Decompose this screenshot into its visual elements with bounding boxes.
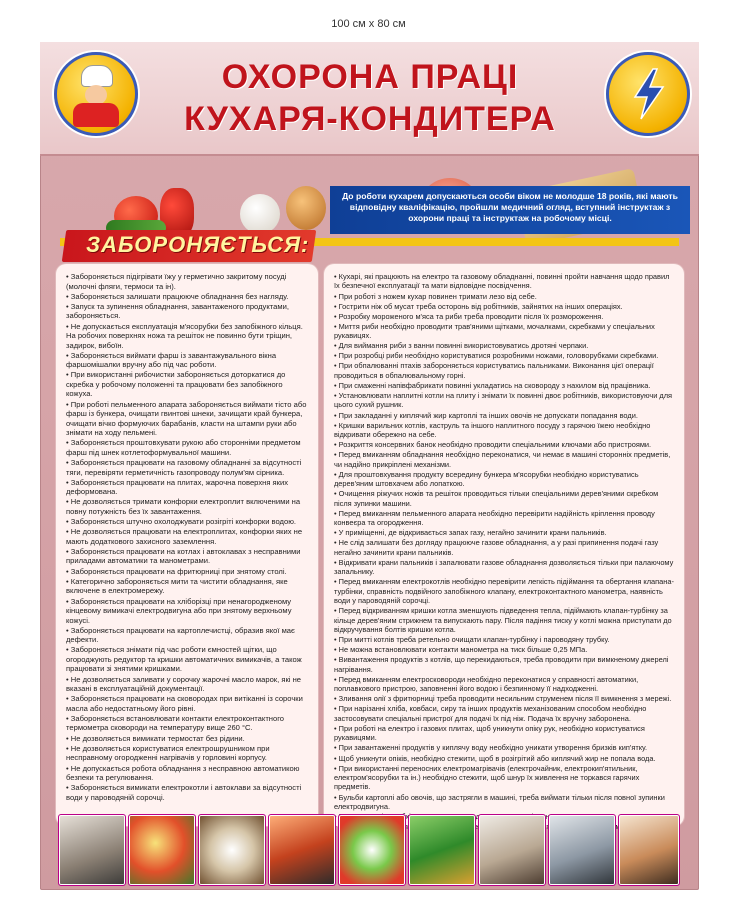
prohibition-item: • Забороняється вимикати електрокотли і автоклави за відсутності води у пароводяній сорочці. xyxy=(66,783,302,802)
safety-rule-item: • Перед відкриванням кришки котла зменшують підведення тепла, підіймають клапан-турбінку за кільце дерев'яним стрижнем та випускають пару. Після падіння тиску у котлі можна приступати до відкручування болтів кришки котла. xyxy=(334,606,672,635)
prohibition-item: • Не дозволяється користуватися електрошрушником при несправному огородженні нагрівачів у горловині корпусу. xyxy=(66,743,270,763)
prohibitions-column xyxy=(56,264,318,826)
dish-photo xyxy=(198,814,266,886)
safety-rule-item: • Установлювати наплитні котли на плиту і знімати їх повинні двоє робітників, використовуючи для цього сухий рушник. xyxy=(334,391,673,410)
safety-rule-item: • Відкривати крани пальників і запалювати газове обладнання дозволяється тільки при палаючому запальнику. xyxy=(334,557,674,577)
cooking-photo xyxy=(618,814,680,886)
prohibition-item: • Забороняється працювати на котлах і автоклавах з несправними приладами автоматики та манометрами. xyxy=(66,546,301,566)
prohibition-item: • Забороняється працювати на плитах, жарочна поверхня яких деформована. xyxy=(66,477,289,497)
safety-rule-item: • При роботі на електро і газових плитах, щоб уникнути опіку рук, необхідно користуватися рукавицями. xyxy=(334,723,645,743)
safety-rule-item: • Перед вмиканням пельменного апарата необхідно перевірити надійність кріплення проводу конвеєра та огородження. xyxy=(334,508,655,528)
banner-heading: ЗАБОРОНЯЄТЬСЯ: xyxy=(86,232,310,257)
safety-rule-item: • Розкриття консервних банок необхідно проводити спеціальними ключами або пристроями. xyxy=(334,440,652,450)
size-label: 100 см х 80 см xyxy=(331,18,406,30)
safety-rule-item: • Вивантаження продуктів з котлів, що перекидаються, треба проводити при вимкненому джерелі нагрівання. xyxy=(334,655,669,674)
safety-rule-item: • Перед вмиканням електрокотлів необхідно перевірити легкість підіймання та обертання клапана-турбінки, справність подвійного запобіжного клапану, електроконтактного манометра, наявність води у пароводяній сорочці. xyxy=(334,577,674,606)
safety-rule-item: • При смаженні напівфабрикати повинні укладатись на сковороду з нахилом від працівника. xyxy=(334,380,651,390)
lightning-bolt-icon xyxy=(627,67,669,121)
greens-photo xyxy=(408,814,476,886)
prohibition-item: • Забороняється підігрівати їжу у герметично закритому посуді (молочні фляги, термоси та ін). xyxy=(66,272,287,291)
chef-emblem-icon xyxy=(54,52,138,136)
cook-photo xyxy=(478,814,546,886)
photo-strip xyxy=(58,814,680,884)
safety-rule-item: • Кришки варильних котлів, каструль та іншого наплитного посуду з гарячою їжею необхідно відкривати обережно на себе. xyxy=(334,420,651,440)
safety-rule-item: • Кухарі, які працюють на електро та газовому обладнанні, повинні пройти навчання щодо правил їх безпечної експлуатації та мати відповідне посвідчення. xyxy=(334,272,670,291)
safety-rule-item: • Для проштовхування продукту всередину бункера м'ясорубки необхідно користуватись дерев'яним штовхачем або лопаткою. xyxy=(334,469,639,489)
safety-rule-item: • Не можна встановлювати контакти манометра на тиск більше 0,25 МПа. xyxy=(334,645,588,655)
safety-rule-item: • Очищення ріжучих ножів та решіток проводиться тільки спеціальними дерев'яними скребком після зупинки машини. xyxy=(334,489,659,508)
grill-photo xyxy=(268,814,336,886)
safety-rule-item: • Перед вмиканням електросковороди необхідно переконатися у справності автоматики, поплавкового пристрою, заповненні його водою і безпинному її надходженні. xyxy=(334,674,639,694)
safety-rule-item: • Щоб уникнути опіків, необхідно стежити, щоб в розігрітий або киплячий жир не попала вода. xyxy=(334,753,656,763)
chefs-photo xyxy=(58,814,126,886)
prohibition-item: • Забороняється працювати на картоплечистці, образив якої має дефекти. xyxy=(66,625,295,645)
prohibition-item: • Не дозволяється працювати на електроплитах, конфорки яких не мають додаткового захисного заземлення. xyxy=(66,527,303,546)
kitchen-team-photo xyxy=(548,814,616,886)
prohibition-item: • Забороняється встановлювати контакти електроконтактного термометра сковороди на температуру вище 260 °С. xyxy=(66,713,285,733)
safety-rule-item: • Гострити ніж об мусат треба осторонь від робітників, зайнятих на інших операціях. xyxy=(334,301,623,311)
safety-rule-item: • При роботі з ножем кухар повинен тримати лезо від себе. xyxy=(334,291,537,301)
safety-rule-item: • При закладанні у киплячий жир картоплі та інших овочів не допускати попадання води. xyxy=(334,410,638,420)
prohibition-item: • Забороняється працювати на сковородах при витіканні із сорочки масла або недостатньому його рівні. xyxy=(66,694,303,713)
safety-rule-item: • Миття риби необхідно проводити трав'яними щітками, мочалками, скребками у спеціальних рукавицях. xyxy=(334,321,655,341)
poster-title-line2: КУХАРЯ-КОНДИТЕРА xyxy=(184,100,556,138)
intro-text: До роботи кухарем допускаються особи віком не молодше 18 років, які мають відповідну кваліфікацію, пройшли медичний огляд, вступний інструктаж з охорони праці та інструктаж на робочому місці. xyxy=(330,186,690,234)
safety-rule-item: • Бульби картоплі або овочів, що застрягли в машині, треба виймати тільки після повної зупинки електродвигуна. xyxy=(334,792,665,811)
vegetables-photo xyxy=(128,814,196,886)
prohibition-item: • Забороняється працювати на газовому обладнанні за відсутності тяги, перевіряти герметичність газопроводу полум'ям сірника. xyxy=(66,458,302,477)
safety-rule-item: • При нарізанні хліба, ковбаси, сиру та інших продуктів механізованим способом необхідно застосовувати спеціальні пристрої для подачі їх під ніж. Подача їх вручну заборонена. xyxy=(334,704,647,723)
prohibition-item: • Забороняється виймати фарш із завантажувального вікна фаршомішалки вручну або під час роботи. xyxy=(66,350,277,370)
prohibitions-list xyxy=(56,264,318,802)
poster-title-line1: ОХОРОНА ПРАЦІ xyxy=(221,58,519,96)
prohibition-item: • Забороняється штучно охолоджувати розігріті конфорки водою. xyxy=(66,517,297,527)
prohibition-item: • При використанні рибочистки забороняється доторкатися до скребка у робочому положенні та працювати без запобіжного кожуха. xyxy=(66,370,286,399)
garlic-icon xyxy=(240,194,280,234)
safety-rule-item: • Не слід залишати без догляду працююче газове обладнання, а у разі припинення подачі газу негайно зачинити крани пальників. xyxy=(334,538,659,557)
prohibition-item: • Не допускається експлуатація м'ясорубки без запобіжного кільця. На робочих поверхнях ножа та решіток не повинно бути тріщин, задирок, вибоїн. xyxy=(66,321,303,350)
safety-rule-item: • Для виймання риби з ванни повинні використовуватись дротяні черпаки. xyxy=(334,341,589,351)
chef-face-icon xyxy=(85,85,107,105)
chef-body-icon xyxy=(73,103,119,127)
prohibition-item: • Запуск та зупинення обладнання, завантаженого продуктами, забороняється. xyxy=(66,301,289,321)
onion-icon xyxy=(286,186,326,230)
prohibition-item: • Забороняється працювати на хліборізці при ненагородженому кінцевому вимикачі електродвигуна або при знятому верхньому кожусі. xyxy=(66,596,292,625)
prohibition-item: • Забороняється знімати під час роботи ємностей щітки, що огороджують редуктор та кришки автоматичних вимикачів, а також працювати зі знятими кришками. xyxy=(66,645,302,674)
prohibition-item: • Не дозволяється заливати у сорочку жарочні масло марок, які не вказані в експлуатаційній документації. xyxy=(66,674,301,694)
safety-rules-column xyxy=(324,264,684,826)
prohibition-item: • Забороняється проштовхувати рукою або сторонніми предметом фарш під шнек котлетоформувальної машини. xyxy=(66,438,301,457)
prohibition-item: • Не дозволяється тримати конфорки електроплит включеними на повну потужність без їх завантаження. xyxy=(66,497,301,516)
prohibition-item: • Не дозволяється вимикати термостат без рідини. xyxy=(66,733,245,743)
prohibition-item: • Забороняється працювати на фритюрниці при знятому столі. xyxy=(66,566,287,576)
safety-rule-item: • Розробку мороженого м'яса та риби треба проводити після їх розмороження. xyxy=(334,311,604,321)
salad-photo xyxy=(338,814,406,886)
safety-rule-item: • При обпалюванні птахів забороняється користуватись пальниками. Виконання цієї операції проводиться в обпалювальному горні. xyxy=(334,361,654,380)
safety-rule-item: • У приміщенні, де відкривається запах газу, негайно зачинити крани пальників. xyxy=(334,528,607,538)
safety-rule-item: • При розробці риби необхідно користуватися розробними ножами, головорубками скребками. xyxy=(334,351,659,361)
safety-rule-item: необхідно xyxy=(389,812,424,822)
safety-rule-item: • При митті котлів треба ретельно очищати клапан-турбінку і пароводяну трубку. xyxy=(334,635,610,645)
safety-lightning-emblem-icon xyxy=(606,52,690,136)
poster-board xyxy=(40,42,699,890)
chef-hat-icon xyxy=(81,65,113,87)
prohibition-item: • Забороняється залишати працююче обладнання без нагляду. xyxy=(66,291,289,301)
safety-rule-item: • Зливання олії з фритюрниці треба проводити несильним струменем після її вимкнення з мережі. xyxy=(334,694,672,704)
prohibition-item: • Не допускається робота обладнання з несправною автоматикою безпеки та регулювання. xyxy=(66,763,300,782)
safety-rule-item: • Перед вмиканням обладнання необхідно переконатися, чи немає в машині сторонніх предметів, чи надійно прикріплені механізми. xyxy=(334,450,671,469)
safety-rule-item: • При використанні переносних електромагрівачів (електрочайник, електрокип'ятильник, електром'ясорубки та ін.) необхідно стежити, щоб шнур їх живлення не торкався гарячих предметів. xyxy=(334,763,640,792)
safety-rule-item: • При завантаженні продуктів у киплячу воду необхідно уникати утворення бризків кип'ятку. xyxy=(334,743,648,753)
safety-rules-list xyxy=(324,264,684,832)
poster-header xyxy=(40,42,699,156)
prohibition-item: • При роботі пельменного апарата забороняється виймати тісто або фарш із бункера, очищати гвинтові шнеки, зачищати край бункера, очищати вічко формуючих барабанів, класти на штампи руки або знімати на ходу пельмені. xyxy=(66,399,307,438)
prohibition-item: • Категорично забороняється мити та чистити обладнання, яке включене в електромережу. xyxy=(66,576,288,596)
